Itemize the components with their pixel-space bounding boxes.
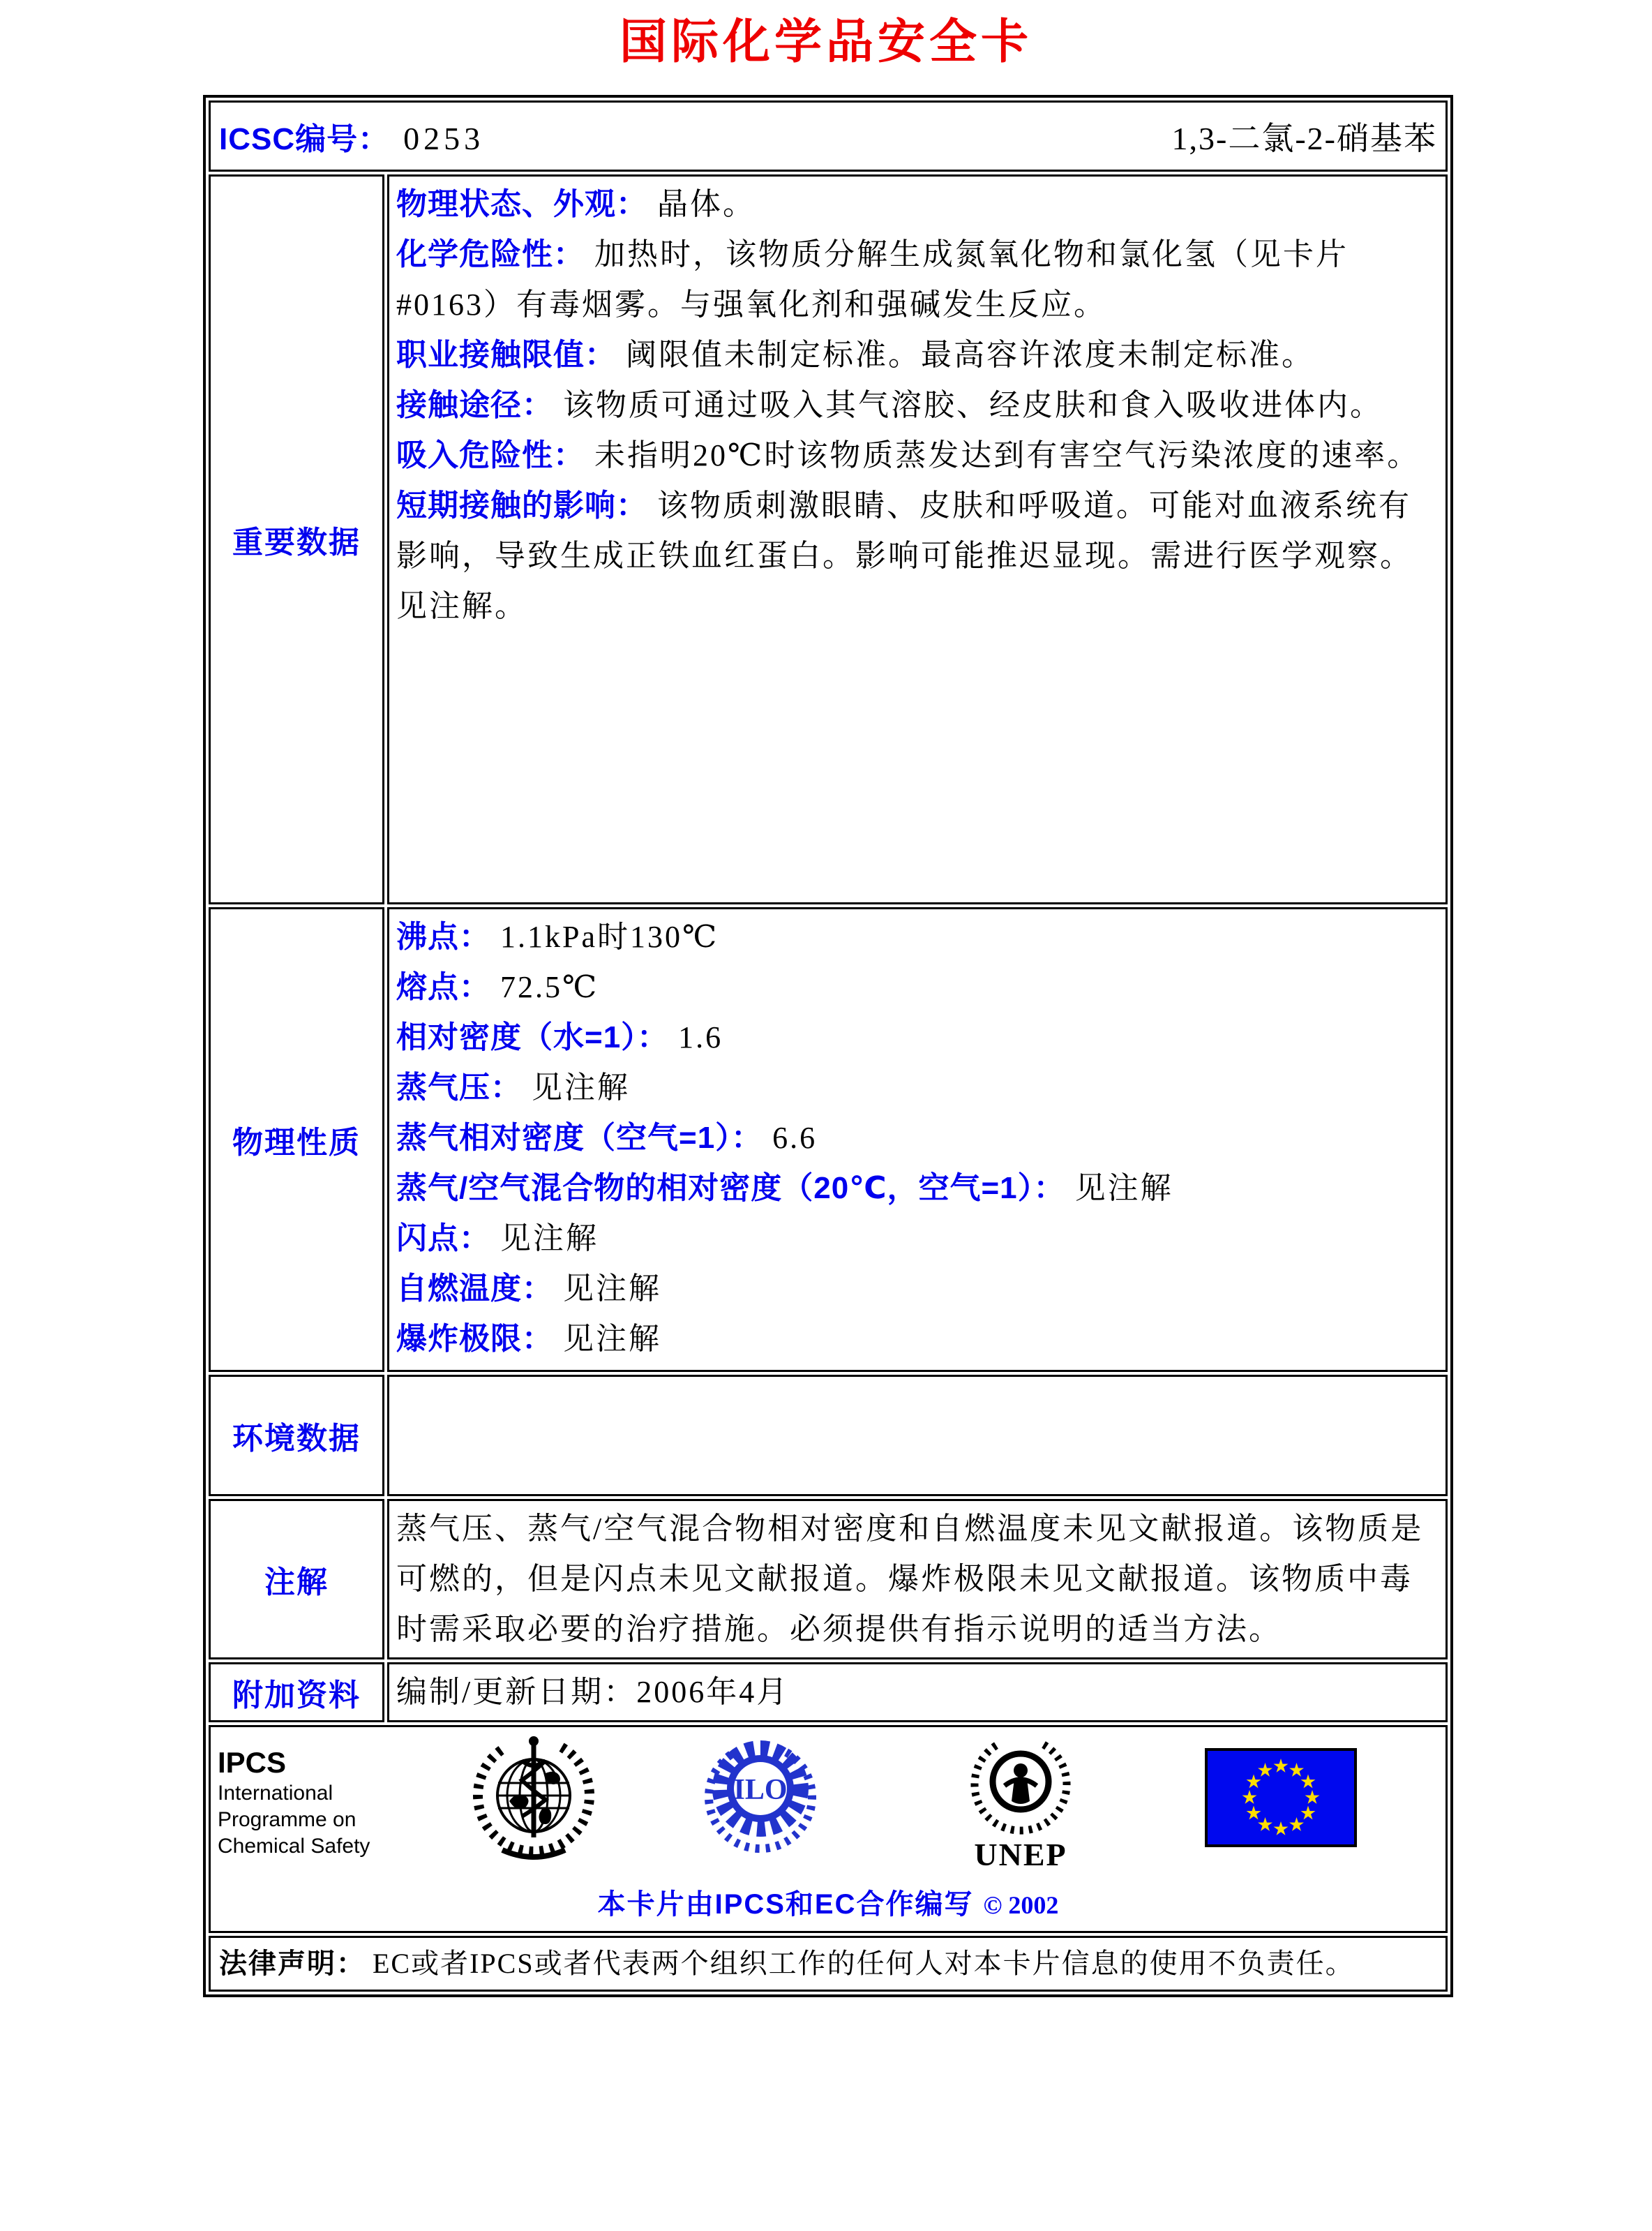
environmental-data-content: [387, 1375, 1448, 1496]
ipcs-line: International: [218, 1782, 333, 1805]
copyright-text: © 2002: [983, 1891, 1059, 1919]
field-value: 见注解: [563, 1322, 661, 1356]
card-header-row: [209, 100, 1448, 172]
field-value: 未指明20℃时该物质蒸发达到有害空气污染浓度的速率。: [594, 438, 1420, 472]
icsc-page: [0, 13, 1652, 2231]
additional-info-content: [387, 1662, 1448, 1722]
field-value: 晶体。: [657, 187, 756, 221]
svg-text:UNEP: UNEP: [974, 1837, 1067, 1872]
property-line: [396, 962, 1433, 1013]
field-label: 物理状态、外观：: [396, 187, 647, 221]
section-label-notes: 注解: [209, 1499, 384, 1659]
field-label: 闪点：: [396, 1221, 490, 1255]
svg-text:ILO: ILO: [733, 1774, 788, 1806]
field-label: 吸入危险性：: [396, 438, 585, 472]
section-label-important-data: 重要数据: [209, 174, 384, 904]
icsc-number-value: 0253: [403, 121, 485, 156]
field-value: 见注解: [563, 1271, 661, 1306]
icsc-number-label: ICSC编号：: [219, 122, 390, 156]
field-label: 熔点：: [396, 970, 490, 1004]
property-line: [396, 1264, 1433, 1314]
property-line: [396, 380, 1433, 431]
property-line: [396, 179, 1433, 230]
property-line: [396, 1013, 1433, 1063]
additional-info-row: [209, 1662, 1448, 1722]
property-line: [396, 1113, 1433, 1163]
physical-properties-content: [387, 907, 1448, 1372]
ipcs-line: Chemical Safety: [218, 1835, 370, 1858]
important-data-content: [387, 174, 1448, 904]
property-line: [396, 912, 1433, 962]
field-label: 蒸气相对密度（空气=1）：: [396, 1121, 763, 1155]
field-label: 短期接触的影响：: [396, 488, 647, 523]
field-value: 1.1kPa时130℃: [500, 920, 719, 954]
logos-row: [209, 1725, 1448, 1933]
field-label: 相对密度（水=1）：: [396, 1020, 669, 1054]
field-value: 阈限值未制定标准。最高容许浓度未制定标准。: [626, 338, 1314, 372]
property-line: [396, 431, 1433, 481]
field-value: 见注解: [1074, 1171, 1173, 1205]
property-line: [396, 1314, 1433, 1364]
unep-logo-icon: [956, 1729, 1086, 1876]
caption-text: 本卡片由IPCS和EC合作编写: [597, 1889, 974, 1920]
field-value: 72.5℃: [500, 970, 599, 1004]
section-label-environmental-data: 环境数据: [209, 1375, 384, 1496]
field-value: 见注解: [532, 1070, 630, 1105]
icsc-number-group: [219, 114, 484, 158]
field-label: 自燃温度：: [396, 1271, 553, 1306]
update-date-value: 2006年4月: [636, 1675, 790, 1709]
property-line: [396, 1214, 1433, 1264]
section-label-physical-properties: 物理性质: [209, 907, 384, 1372]
who-logo-icon: [467, 1731, 600, 1872]
field-value: 1.6: [678, 1020, 723, 1054]
field-label: 沸点：: [396, 920, 490, 954]
field-value: 见注解: [500, 1221, 599, 1255]
legal-cell: [209, 1936, 1448, 1992]
field-label: 化学危险性：: [396, 237, 585, 271]
property-line: [396, 230, 1433, 330]
field-value: 该物质刺激眼睛、皮肤和呼吸道。可能对血液系统有影响，导致生成正铁血红蛋白。影响可能推迟显现。需进行医学观察。见注解。: [396, 488, 1413, 623]
logos-cell: [209, 1725, 1448, 1933]
eu-flag-icon: [1205, 1748, 1357, 1851]
chemical-name: 1,3-二氯-2-硝基苯: [1171, 121, 1437, 156]
field-label: 蒸气压：: [396, 1070, 522, 1105]
legal-label: 法律声明：: [219, 1948, 366, 1979]
page-title: 国际化学品安全卡: [619, 15, 1032, 68]
legal-row: [209, 1936, 1448, 1992]
notes-row: [209, 1499, 1448, 1659]
field-label: 蒸气/空气混合物的相对密度（20℃，空气=1）：: [396, 1171, 1065, 1205]
field-label: 接触途径：: [396, 388, 553, 422]
ipcs-line: Programme on: [218, 1808, 356, 1831]
ipcs-block: [218, 1745, 370, 1860]
field-label: 职业接触限值：: [396, 338, 616, 372]
field-value: 该物质可通过吸入其气溶胶、经皮肤和食入吸收进体内。: [563, 388, 1383, 422]
section-label-additional-info: 附加资料: [209, 1662, 384, 1722]
property-line: [396, 1163, 1433, 1214]
property-line: [396, 481, 1433, 632]
legal-text: EC或者IPCS或者代表两个组织工作的任何人对本卡片信息的使用不负责任。: [373, 1948, 1355, 1979]
update-date-label: 编制/更新日期：: [396, 1675, 637, 1709]
field-value: 加热时，该物质分解生成氮氧化物和氯化氢（见卡片#0163）有毒烟雾。与强氧化剂和强碱发生反应。: [396, 237, 1349, 322]
physical-properties-row: [209, 907, 1448, 1372]
ipcs-acronym: IPCS: [218, 1746, 287, 1779]
environmental-data-row: [209, 1375, 1448, 1496]
notes-content: 蒸气压、蒸气/空气混合物相对密度和自燃温度未见文献报道。该物质是可燃的，但是闪点未见文献报道。爆炸极限未见文献报道。该物质中毒时需采取必要的治疗措施。必须提供有指示说明的适当方法。: [387, 1499, 1448, 1659]
ilo-logo-icon: [699, 1733, 822, 1870]
property-line: [396, 1063, 1433, 1113]
field-label: 爆炸极限：: [396, 1322, 553, 1356]
icsc-card-table: [203, 95, 1453, 1997]
field-value: 6.6: [772, 1121, 818, 1155]
property-line: [396, 330, 1433, 380]
important-data-row: [209, 174, 1448, 904]
cooperation-caption: [211, 1882, 1446, 1922]
